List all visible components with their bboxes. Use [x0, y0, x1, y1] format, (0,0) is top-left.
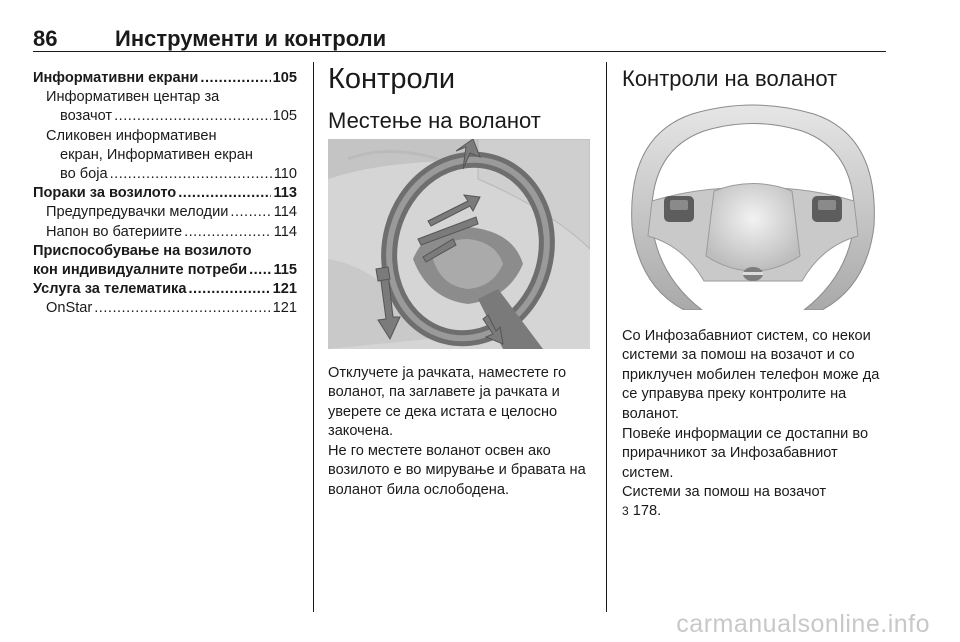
toc-entry-title: кон индивидуалните потреби: [33, 262, 248, 279]
toc-page-number: 121: [272, 300, 297, 317]
page-title: Инструменти и контроли: [115, 26, 387, 51]
page-header: [33, 26, 886, 50]
toc-subentry[interactable]: [33, 88, 297, 126]
watermark: carmanualsonline.info: [676, 610, 930, 638]
driver-assistance-reference: [622, 483, 890, 522]
steering-controls-heading: Контроли на воланот: [622, 66, 838, 91]
toc-entry-title: Информативни екрани: [33, 70, 199, 86]
toc-dot-leader: [178, 184, 271, 203]
toc-dot-leader: [110, 165, 272, 184]
header-divider: [33, 51, 886, 52]
toc-page-number: 105: [272, 108, 297, 125]
toc-entry-title: Услуга за телематика: [33, 281, 187, 298]
toc-entry-title: во боја: [60, 166, 108, 183]
toc-dot-leader: [230, 203, 271, 222]
toc-subentry[interactable]: [33, 127, 297, 185]
toc-page-number: 121: [272, 281, 297, 298]
toc-entry-title: OnStar: [46, 300, 93, 317]
toc-page-number: 105: [272, 70, 297, 86]
infotainment-reference: Повеќе информации се достапни во прирачникот за Инфозабавниот систем.: [622, 426, 869, 481]
column-divider-2: [606, 62, 607, 612]
toc-subentry[interactable]: [33, 299, 297, 318]
toc-entry-title: возачот: [60, 108, 113, 125]
toc-dot-leader: [188, 280, 270, 299]
toc-subentry[interactable]: [33, 203, 297, 222]
toc-page-number: 115: [273, 262, 297, 279]
toc-entry-title: Предупредувачки мелодии: [46, 204, 229, 221]
toc-entry-title: екран, Информативен екран: [60, 146, 253, 163]
toc-page-number: 114: [273, 204, 297, 221]
toc-entry-title: Напон во батериите: [46, 223, 183, 240]
steering-wheel-adjust-image: [328, 139, 590, 349]
page-number: 86: [33, 26, 58, 51]
steering-adjustment-heading: Местење на воланот: [328, 108, 541, 133]
steering-adjust-warning: Не го местете воланот освен ако возилото е во мирување и бравата на воланот била ослободена.: [328, 443, 586, 498]
toc-entry-title: Пораки за возилото: [33, 185, 177, 202]
steering-adjustment-illustration: [328, 139, 590, 349]
steering-adjust-instructions: Отклучете ја рачката, наместете го воланот, па заглавете ја рачката и уверете се дека истата е целосно закочена.: [328, 365, 567, 440]
page-reference-icon: 3: [622, 504, 629, 519]
page-reference-link[interactable]: 178.: [632, 503, 662, 520]
toc-section-entry[interactable]: [33, 184, 297, 203]
steering-wheel-controls-image: [622, 96, 884, 310]
steering-controls-illustration: [622, 96, 884, 310]
toc-entry-title: Сликовен информативен: [46, 127, 217, 144]
toc-section-entry[interactable]: [33, 69, 297, 88]
toc-dot-leader: [184, 223, 272, 242]
toc-dot-leader: [249, 261, 271, 280]
driver-assistance-text: Системи за помош на возачот: [622, 484, 826, 500]
steering-controls-description: Со Инфозабавниот систем, со некои системи за помош на возачот и со приклучен мобилен телефон може да се управува преку контролите на воланот.: [622, 328, 880, 422]
toc-subentry[interactable]: [33, 223, 297, 242]
toc-page-number: 113: [273, 185, 297, 202]
section-heading: Контроли: [328, 63, 456, 95]
toc-section-entry[interactable]: [33, 280, 297, 299]
table-of-contents: [33, 69, 297, 319]
controls-section: [328, 62, 593, 134]
toc-entry-title: Информативен центар за: [46, 89, 220, 106]
column-divider-1: [313, 62, 314, 612]
toc-dot-leader: [200, 69, 270, 88]
toc-section-entry[interactable]: [33, 242, 297, 280]
toc-page-number: 114: [273, 223, 297, 240]
toc-page-number: 110: [273, 166, 297, 183]
toc-entry-title: Приспособување на возилото: [33, 242, 252, 259]
toc-dot-leader: [94, 299, 270, 318]
toc-dot-leader: [114, 107, 271, 126]
